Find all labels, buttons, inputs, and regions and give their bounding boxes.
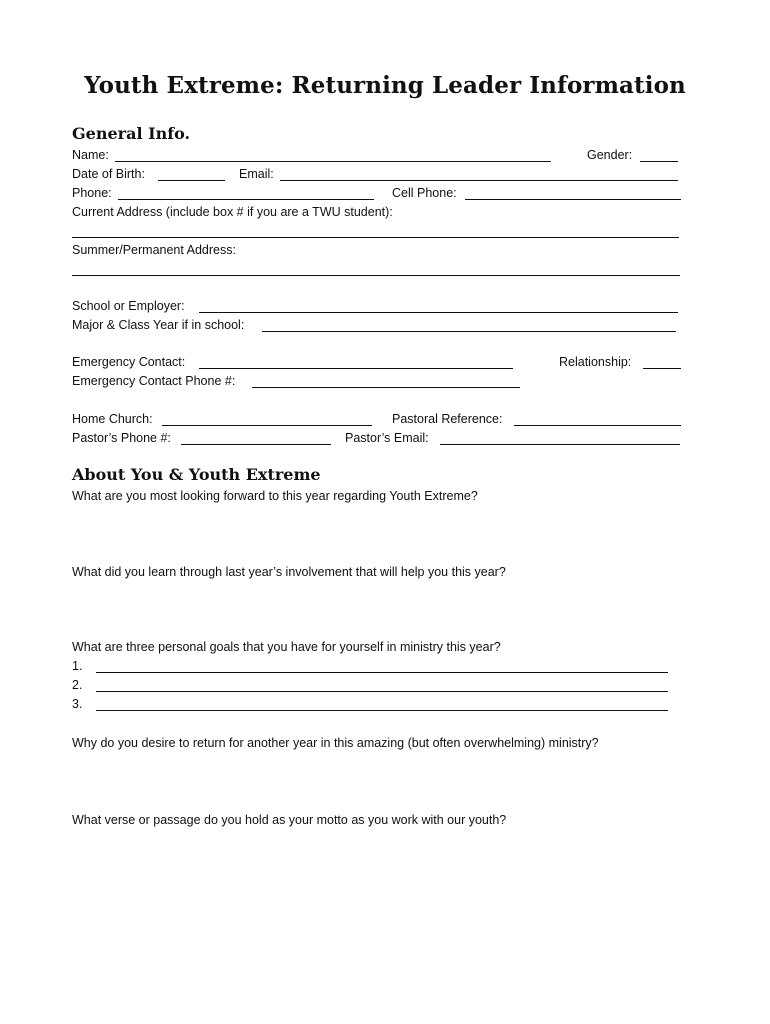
summer-address-line-row xyxy=(72,261,682,279)
cell-phone-label: Cell Phone: xyxy=(392,186,457,200)
current-address-label-row xyxy=(72,204,682,222)
goal-field-2[interactable] xyxy=(96,691,668,692)
question-4: Why do you desire to return for another year in this amazing (but often overwhelming) ministry? xyxy=(72,736,599,750)
question-1: What are you most looking forward to this year regarding Youth Extreme? xyxy=(72,489,478,503)
phone-field[interactable] xyxy=(118,199,374,200)
goal-field-1[interactable] xyxy=(96,672,668,673)
name-label: Name: xyxy=(72,148,109,162)
home-church-field[interactable] xyxy=(162,425,372,426)
pastor-contact-row xyxy=(72,430,682,448)
email-field[interactable] xyxy=(280,180,678,181)
pastoral-reference-field[interactable] xyxy=(514,425,681,426)
school-field[interactable] xyxy=(199,312,678,313)
name-field[interactable] xyxy=(115,161,551,162)
home-church-row xyxy=(72,411,682,429)
general-info-heading: General Info. xyxy=(72,124,191,143)
goal-number: 3. xyxy=(72,697,83,711)
school-row xyxy=(72,298,682,316)
emergency-phone-field[interactable] xyxy=(252,387,520,388)
emergency-contact-field[interactable] xyxy=(199,368,513,369)
pastor-phone-label: Pastor’s Phone #: xyxy=(72,431,171,445)
gender-label: Gender: xyxy=(587,148,633,162)
major-field[interactable] xyxy=(262,331,676,332)
goal-row-3 xyxy=(72,696,682,714)
dob-label: Date of Birth: xyxy=(72,167,145,181)
pastoral-reference-label: Pastoral Reference: xyxy=(392,412,503,426)
home-church-label: Home Church: xyxy=(72,412,153,426)
page-title: Youth Extreme: Returning Leader Information xyxy=(84,72,686,99)
summer-address-label: Summer/Permanent Address: xyxy=(72,243,236,257)
major-row xyxy=(72,317,682,335)
emergency-contact-row xyxy=(72,354,682,372)
emergency-phone-label: Emergency Contact Phone #: xyxy=(72,374,236,388)
current-address-field[interactable] xyxy=(72,237,679,238)
question-3: What are three personal goals that you have for yourself in ministry this year? xyxy=(72,640,501,654)
current-address-label: Current Address (include box # if you are a TWU student): xyxy=(72,205,393,219)
goal-row-2 xyxy=(72,677,682,695)
relationship-field[interactable] xyxy=(643,368,681,369)
major-label: Major & Class Year if in school: xyxy=(72,318,245,332)
pastor-email-label: Pastor’s Email: xyxy=(345,431,429,445)
phone-row xyxy=(72,185,682,203)
goal-number: 2. xyxy=(72,678,83,692)
question-5: What verse or passage do you hold as your motto as you work with our youth? xyxy=(72,813,507,827)
summer-address-field[interactable] xyxy=(72,275,680,276)
name-gender-row xyxy=(72,147,682,165)
question-2: What did you learn through last year’s involvement that will help you this year? xyxy=(72,565,506,579)
gender-field[interactable] xyxy=(640,161,678,162)
emergency-contact-label: Emergency Contact: xyxy=(72,355,186,369)
about-heading: About You & Youth Extreme xyxy=(72,465,321,484)
relationship-label: Relationship: xyxy=(559,355,632,369)
emergency-phone-row xyxy=(72,373,682,391)
goal-row-1 xyxy=(72,658,682,676)
goal-number: 1. xyxy=(72,659,83,673)
school-label: School or Employer: xyxy=(72,299,185,313)
pastor-email-field[interactable] xyxy=(440,444,680,445)
phone-label: Phone: xyxy=(72,186,112,200)
summer-address-label-row xyxy=(72,242,682,260)
current-address-line-row xyxy=(72,223,682,241)
pastor-phone-field[interactable] xyxy=(181,444,331,445)
dob-email-row xyxy=(72,166,682,184)
dob-field[interactable] xyxy=(158,180,225,181)
email-label: Email: xyxy=(239,167,274,181)
cell-phone-field[interactable] xyxy=(465,199,681,200)
goal-field-3[interactable] xyxy=(96,710,668,711)
